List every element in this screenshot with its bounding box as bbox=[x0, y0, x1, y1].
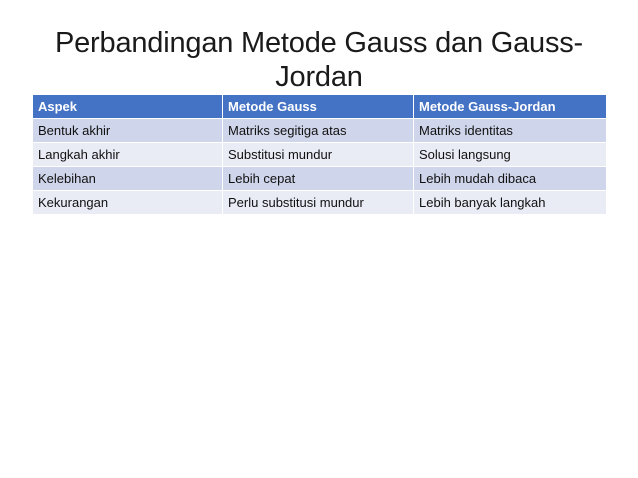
table-row bbox=[33, 167, 607, 191]
table-cell: Matriks segitiga atas bbox=[223, 119, 414, 143]
table-cell: Lebih cepat bbox=[223, 167, 414, 191]
table-cell: Perlu substitusi mundur bbox=[223, 191, 414, 215]
table-cell: Kekurangan bbox=[33, 191, 223, 215]
table-cell: Solusi langsung bbox=[414, 143, 607, 167]
comparison-table bbox=[32, 94, 607, 215]
slide-title: Perbandingan Metode Gauss dan Gauss-Jordan bbox=[54, 27, 584, 93]
table-row bbox=[33, 143, 607, 167]
table-cell: Lebih mudah dibaca bbox=[414, 167, 607, 191]
table-cell: Bentuk akhir bbox=[33, 119, 223, 143]
table-cell: Kelebihan bbox=[33, 167, 223, 191]
header-metode-gauss: Metode Gauss bbox=[223, 95, 414, 119]
table-header-row bbox=[33, 95, 607, 119]
table-row bbox=[33, 191, 607, 215]
table-row bbox=[33, 119, 607, 143]
table-cell: Matriks identitas bbox=[414, 119, 607, 143]
table-cell: Lebih banyak langkah bbox=[414, 191, 607, 215]
table-cell: Substitusi mundur bbox=[223, 143, 414, 167]
header-aspek: Aspek bbox=[33, 95, 223, 119]
header-metode-gauss-jordan: Metode Gauss-Jordan bbox=[414, 95, 607, 119]
table-cell: Langkah akhir bbox=[33, 143, 223, 167]
